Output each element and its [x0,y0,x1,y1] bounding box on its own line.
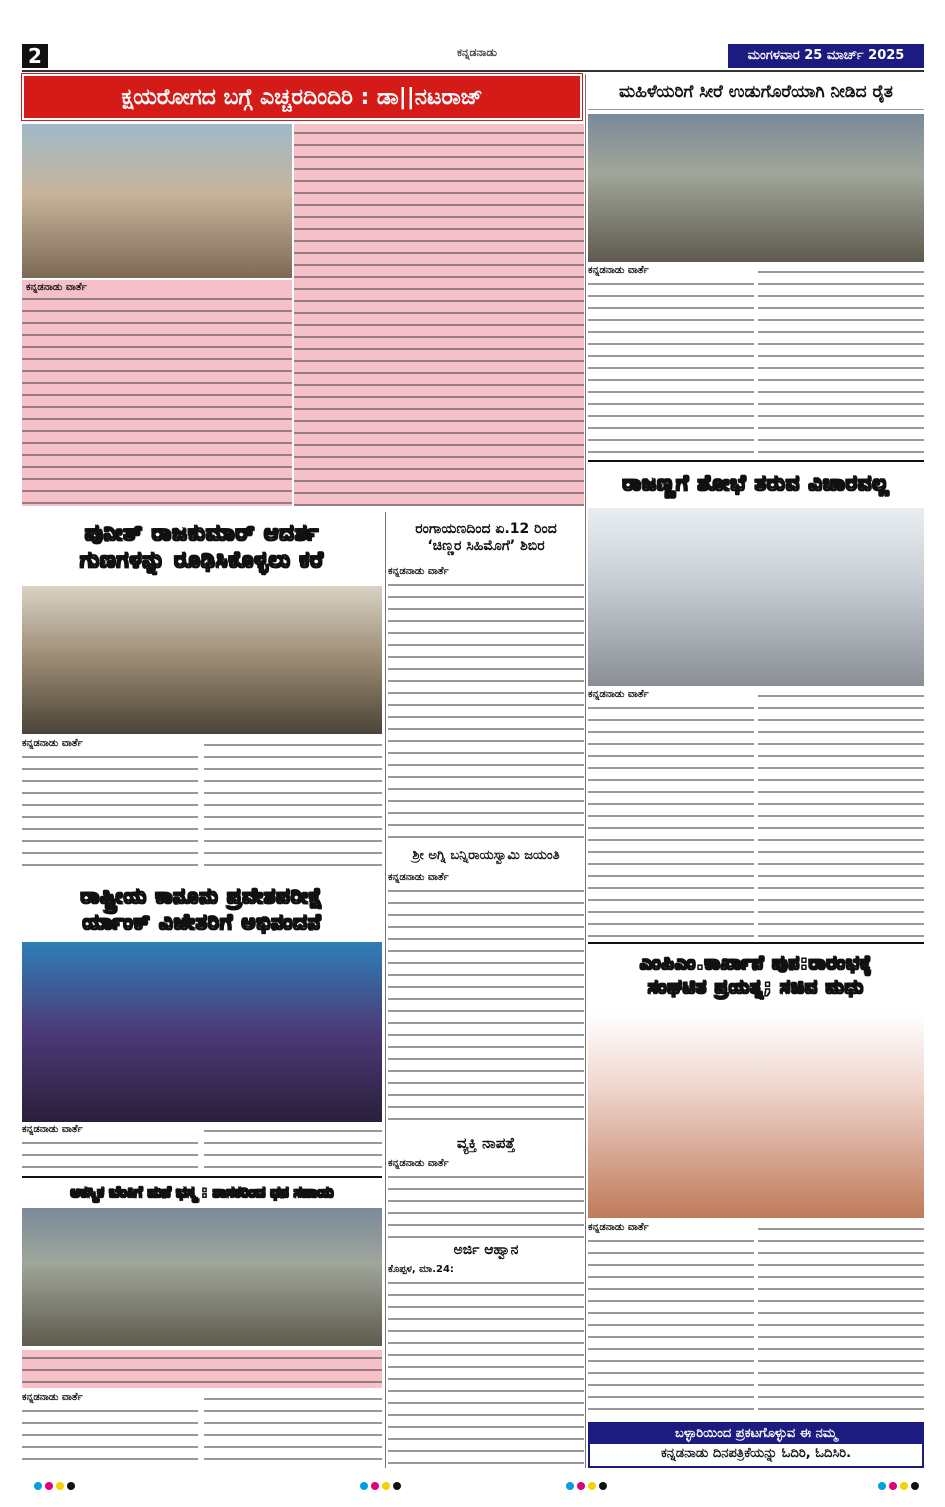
law-headline-line2: ರ್ಯಾಂಕ್ ವಿಜೇತರಿಗೆ ಅಭಿನಂದನೆ [82,910,322,934]
fire-text-right [204,1392,382,1468]
saree-byline: ಕನ್ನಡನಾಡು ವಾರ್ತೆ [588,265,649,276]
column-rule [385,512,386,1468]
tb-headline: ಕ್ಷಯರೋಗದ ಬಗ್ಗೆ ಎಚ್ಚರದಿಂದಿರಿ : ಡಾ||ನಟರಾಜ್ [22,74,582,120]
page-number: 2 [22,44,48,68]
fire-caption [22,1350,382,1388]
tb-text-left [22,280,292,506]
application-headline: ಅರ್ಜಿ ಆಹ್ವಾನ [453,1242,519,1258]
issue-date: ಮಂಗಳವಾರ 25 ಮಾರ್ಚ್ 2025 [728,44,924,68]
missing-text [388,1158,584,1240]
puneeth-photo [22,586,382,734]
column-rule [585,74,586,1468]
missing-byline: ಕನ್ನಡನಾಡು ವಾರ್ತೆ [388,1158,449,1169]
tb-byline: ಕನ್ನಡನಾಡು ವಾರ್ತೆ [26,282,87,293]
saree-text-right [758,265,924,457]
tb-photo [22,124,292,278]
mpm-text-left [588,1222,754,1418]
puneeth-text-right [204,738,382,866]
rangayana-headline-line2: ‘ಚಿಣ್ಣರ ಸಿಹಿಮೊಗೆ’ ಶಿಬಿರ [427,538,545,554]
puneeth-headline-line1: ಪುನೀತ್ ರಾಜಕುಮಾರ್ ಆದರ್ಶ [84,520,320,546]
rangayana-text [388,566,584,846]
mpm-headline [588,942,924,1008]
agni-headline: ಶ್ರೀ ಅಗ್ನಿ ಬನ್ನಿರಾಯಸ್ವಾಮಿ ಜಯಂತಿ [412,848,560,863]
fire-headline-text: ಆಕಸ್ಮಿಕ ಬೆಂಕಿಗೆ ಮನೆ ಭಸ್ಮ : ಶಾಸಕರಿಂದ ಧನ ಸಹಾಯ [70,1183,334,1201]
registration-marks [878,1482,919,1490]
rajanna-headline-text: ರಾಜಣ್ಣಗೆ ಶೋಭೆ ತರುವ ವಿಚಾರವಲ್ಲ [622,470,890,495]
masthead-rule [22,70,924,72]
paper-name: ಕನ್ನಡನಾಡು [456,46,498,59]
agni-byline: ಕನ್ನಡನಾಡು ವಾರ್ತೆ [388,872,449,883]
rajanna-text-left [588,689,754,939]
law-headline [22,878,382,940]
law-text-right [204,1124,382,1170]
puneeth-byline: ಕನ್ನಡನಾಡು ವಾರ್ತೆ [22,738,83,749]
fire-photo [22,1208,382,1346]
saree-photo [588,114,924,262]
saree-headline-text: ಮಹಿಳೆಯರಿಗೆ ಸೀರೆ ಉಡುಗೊರೆಯಾಗಿ ನೀಡಿದ ರೈತ [619,81,893,102]
law-photo [22,942,382,1122]
mpm-headline-line1: ಎಂಪಿಎಂ.ಕಾರ್ಖಾನೆ ಪುನ:ರಾರಂಭಕ್ಕೆ [639,952,873,975]
application-text [388,1264,584,1468]
puneeth-headline [22,512,382,582]
registration-marks [360,1482,401,1490]
promo-line1: ಬಳ್ಳಾರಿಯಿಂದ ಪ್ರಕಟಗೊಳ್ಳುವ ಈ ನಮ್ಮ [590,1424,922,1444]
registration-marks [566,1482,607,1490]
mpm-headline-line2: ಸಂಘಟಿತ ಪ್ರಯತ್ನ; ಸಚಿವ ಮಧು [647,976,865,998]
puneeth-text-left [22,738,198,866]
fire-byline: ಕನ್ನಡನಾಡು ವಾರ್ತೆ [22,1392,83,1403]
rangayana-byline: ಕನ್ನಡನಾಡು ವಾರ್ತೆ [388,566,449,577]
tb-text-right [294,124,584,506]
rajanna-byline: ಕನ್ನಡನಾಡು ವಾರ್ತೆ [588,689,649,700]
mpm-byline: ಕನ್ನಡನಾಡು ವಾರ್ತೆ [588,1222,649,1233]
law-headline-line1: ರಾಷ್ಟ್ರೀಯ ಕಾನೂನು ಪ್ರವೇಶಪರೀಕ್ಷೆ [80,883,324,908]
fire-headline [22,1176,382,1206]
law-text-left [22,1124,198,1170]
agni-text [388,872,584,1130]
registration-marks [34,1482,75,1490]
rangayana-headline-line1: ರಂಗಾಯಣದಿಂದ ಏ.12 ರಿಂದ [415,520,557,537]
rajanna-headline [588,460,924,504]
rajanna-text-right [758,689,924,939]
missing-headline: ವ್ಯಕ್ತಿ ನಾಪತ್ತೆ [456,1134,516,1152]
promo-box [588,1422,924,1468]
law-byline: ಕನ್ನಡನಾಡು ವಾರ್ತೆ [22,1124,83,1135]
saree-headline [588,74,924,110]
fire-text-left [22,1392,198,1468]
puneeth-headline-line2: ಗುಣಗಳನ್ನು ರೂಢಿಸಿಕೊಳ್ಳಲು ಕರೆ [80,548,324,573]
saree-text-left [588,265,754,457]
rangayana-headline [388,512,584,564]
rajanna-photo [588,508,924,686]
application-dateline: ಕೊಪ್ಪಳ, ಮಾ.24: [388,1264,454,1275]
mpm-photo [588,1012,924,1218]
promo-line2: ಕನ್ನಡನಾಡು ದಿನಪತ್ರಿಕೆಯನ್ನು ಓದಿರಿ, ಓದಿಸಿರಿ. [660,1446,852,1461]
mpm-text-right [758,1222,924,1418]
